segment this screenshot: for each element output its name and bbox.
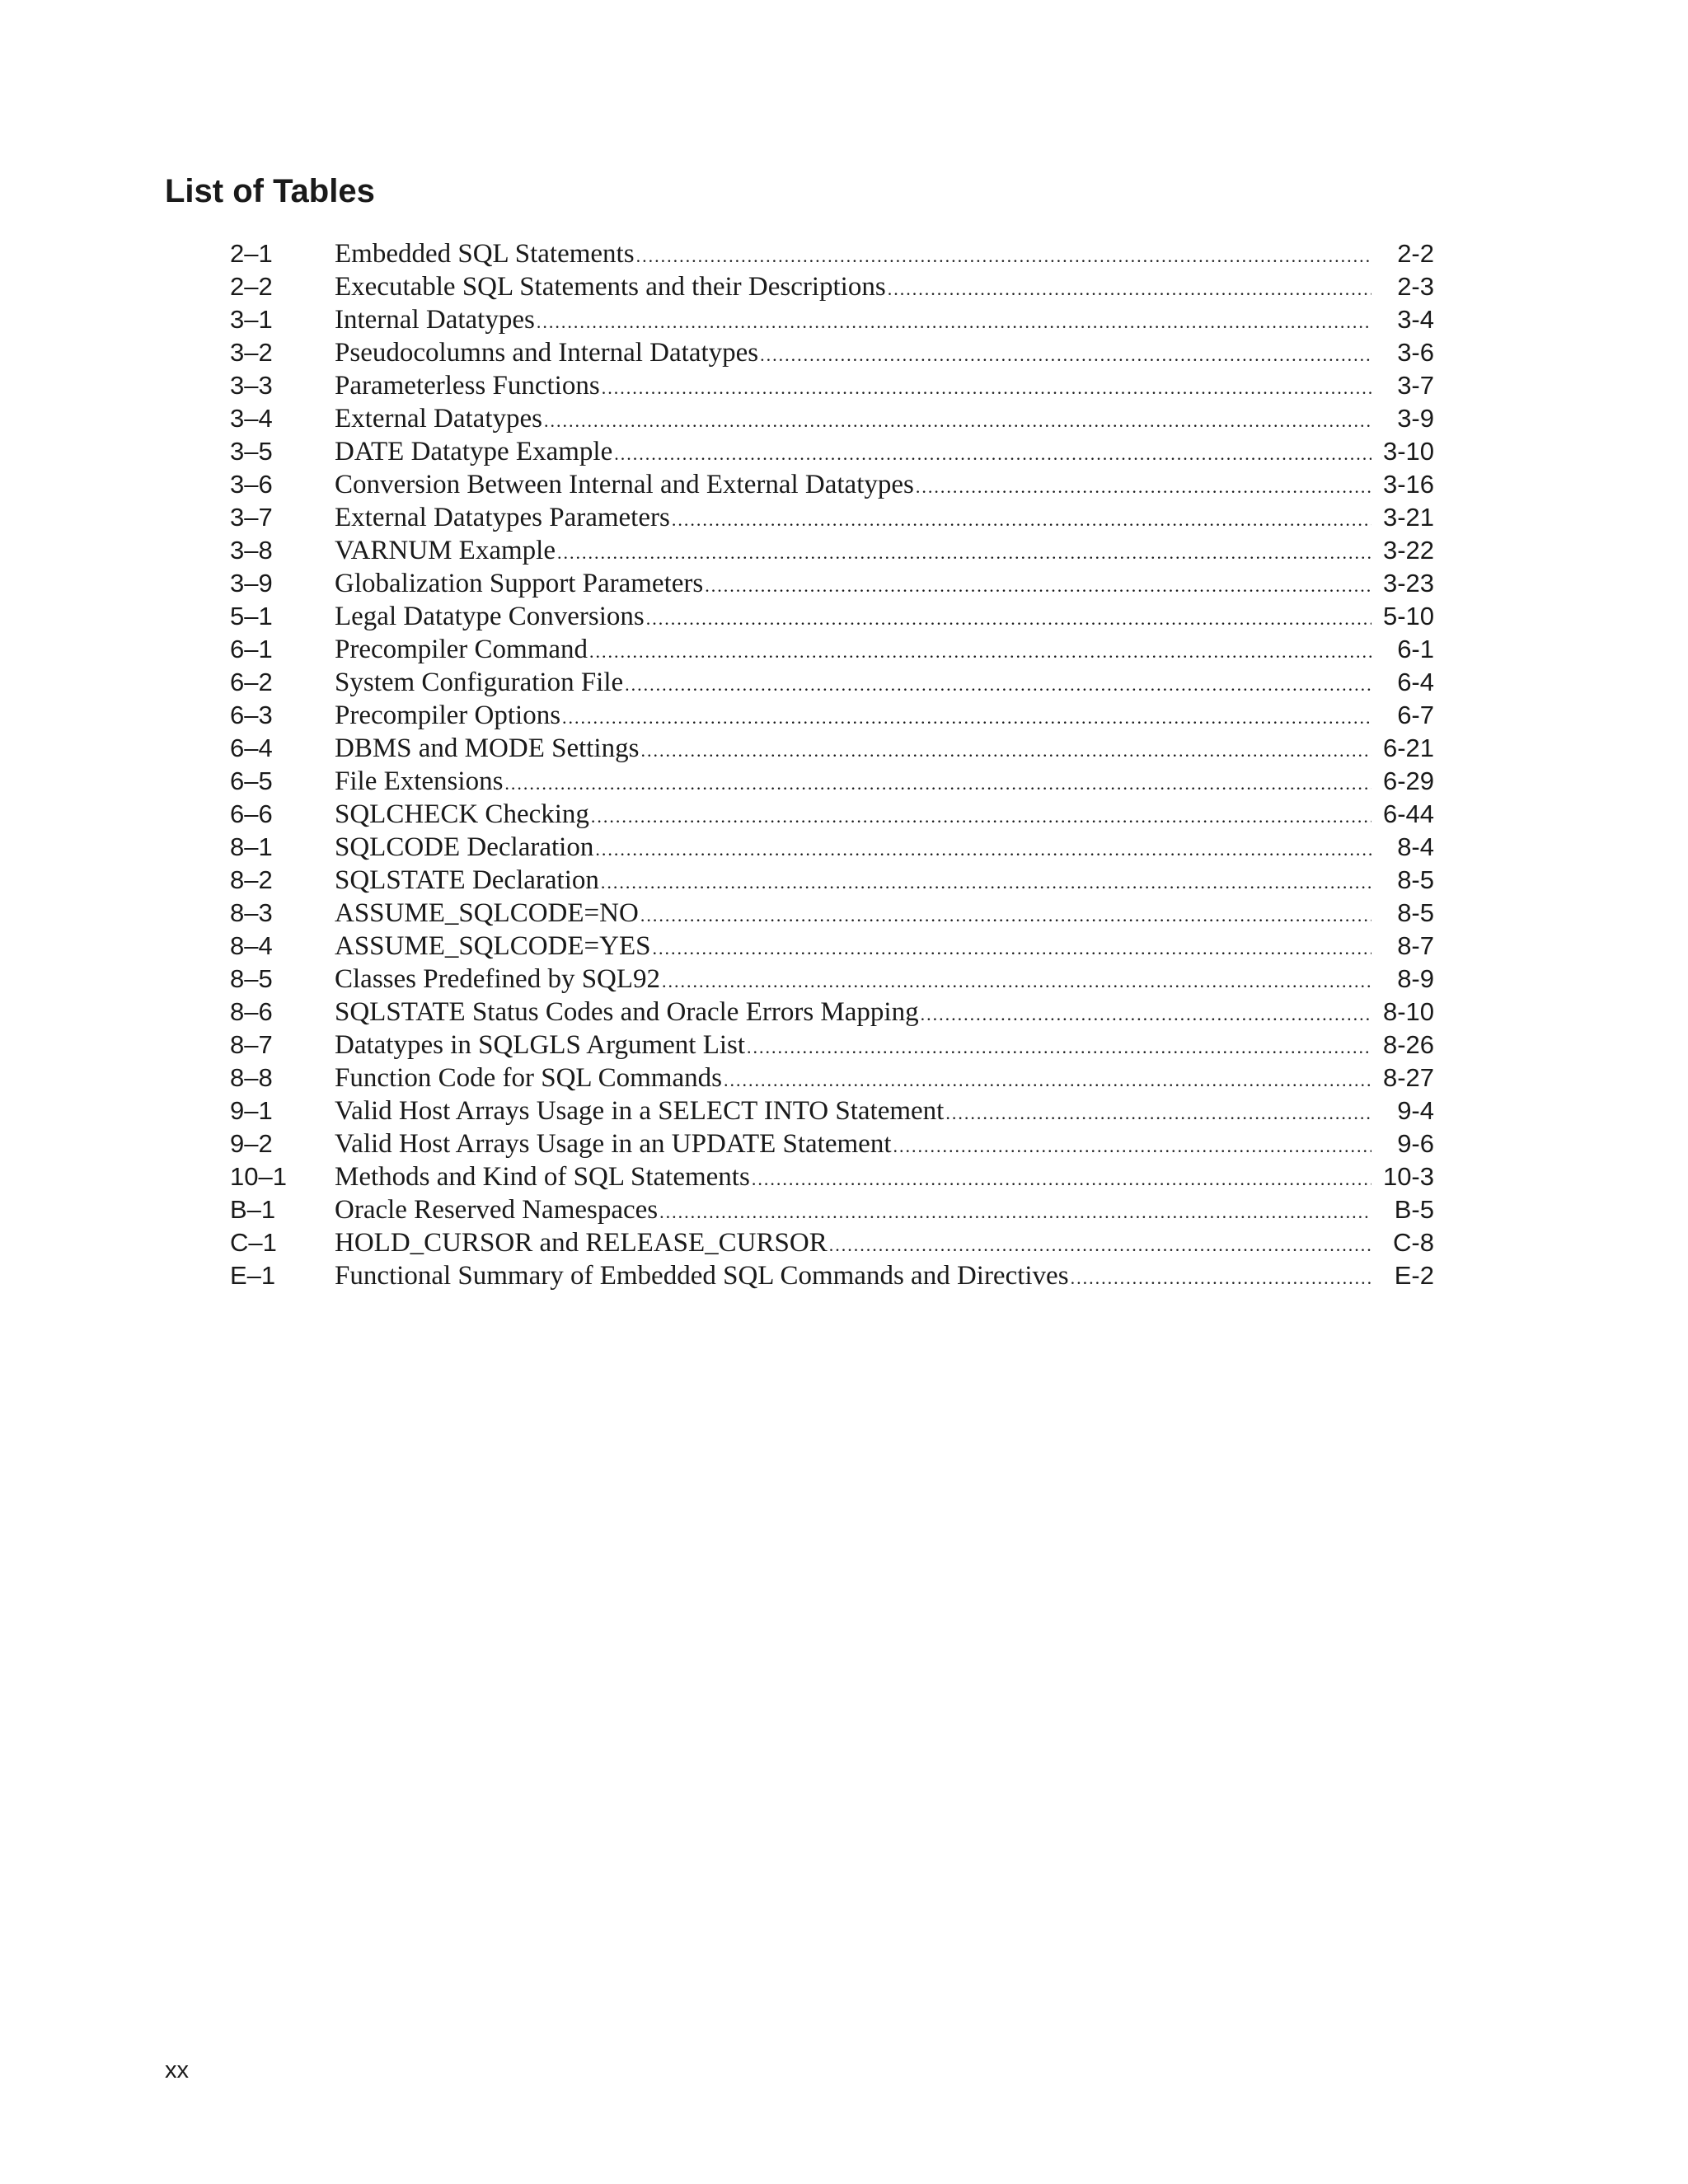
dot-leader xyxy=(640,734,1372,767)
table-entry[interactable] xyxy=(230,1127,1434,1160)
table-number: 3–2 xyxy=(230,338,273,367)
table-title: System Configuration File xyxy=(335,668,624,697)
table-title: File Extensions xyxy=(335,766,504,796)
page-number: 3-7 xyxy=(1397,371,1434,400)
table-title: SQLCHECK Checking xyxy=(335,799,589,829)
table-entry-link[interactable] xyxy=(335,963,1375,998)
page-number: 2-2 xyxy=(1397,239,1434,268)
table-entry-link[interactable] xyxy=(335,1259,1375,1295)
page-number: 2-3 xyxy=(1397,272,1434,301)
table-entry[interactable] xyxy=(230,798,1434,831)
table-title: HOLD_CURSOR and RELEASE_CURSOR xyxy=(335,1228,828,1258)
page-number: E-2 xyxy=(1394,1261,1434,1290)
table-number: 8–1 xyxy=(230,832,273,861)
table-title: Functional Summary of Embedded SQL Commands and Directives xyxy=(335,1261,1069,1291)
table-title: Valid Host Arrays Usage in a SELECT INTO Statement xyxy=(335,1096,945,1126)
table-number: 8–5 xyxy=(230,964,273,993)
page-number: 3-9 xyxy=(1397,404,1434,433)
table-entry-link[interactable] xyxy=(335,897,1375,932)
table-number: C–1 xyxy=(230,1228,277,1257)
page-number: 8-9 xyxy=(1397,964,1434,993)
dot-leader xyxy=(653,932,1372,965)
table-title: ASSUME_SQLCODE=YES xyxy=(335,931,651,961)
table-entry[interactable] xyxy=(230,237,1434,270)
table-title: Parameterless Functions xyxy=(335,371,600,401)
dot-leader xyxy=(601,866,1372,899)
table-entry-link[interactable] xyxy=(335,369,1375,405)
table-title: External Datatypes Parameters xyxy=(335,503,670,532)
page-title: List of Tables xyxy=(165,173,375,209)
dot-leader xyxy=(504,767,1372,800)
table-title: Methods and Kind of SQL Statements xyxy=(335,1162,750,1192)
table-entry[interactable] xyxy=(230,1226,1434,1259)
page-number: 3-10 xyxy=(1382,437,1434,466)
table-number: 2–1 xyxy=(230,239,273,268)
dot-leader xyxy=(537,306,1372,339)
table-entry[interactable] xyxy=(230,369,1434,402)
dot-leader xyxy=(916,471,1372,504)
dot-leader xyxy=(614,438,1372,471)
page-number: 8-5 xyxy=(1397,865,1434,894)
table-entry[interactable] xyxy=(230,666,1434,699)
dot-leader xyxy=(893,1130,1372,1163)
table-number: 8–4 xyxy=(230,931,273,960)
dot-leader xyxy=(557,537,1372,569)
page-number: 3-6 xyxy=(1397,338,1434,367)
table-entry[interactable] xyxy=(230,534,1434,567)
table-number: 3–8 xyxy=(230,536,273,565)
page-number: 6-44 xyxy=(1382,799,1434,828)
table-title: SQLSTATE Declaration xyxy=(335,865,599,895)
dot-leader xyxy=(591,800,1372,833)
table-entry-link[interactable] xyxy=(335,831,1375,866)
table-entry-link[interactable] xyxy=(335,699,1375,734)
table-title: Globalization Support Parameters xyxy=(335,569,704,598)
table-number: 2–2 xyxy=(230,272,273,301)
page-number: 5-10 xyxy=(1382,602,1434,630)
table-entry[interactable] xyxy=(230,963,1434,996)
table-number: 10–1 xyxy=(230,1162,287,1191)
table-number: 6–6 xyxy=(230,799,273,828)
table-entry-link[interactable] xyxy=(335,567,1375,602)
table-entry-link[interactable] xyxy=(335,1226,1375,1262)
table-number: 8–7 xyxy=(230,1030,273,1059)
page-number: 8-5 xyxy=(1397,898,1434,927)
table-title: Precompiler Options xyxy=(335,701,561,730)
table-entry[interactable] xyxy=(230,996,1434,1029)
dot-leader xyxy=(724,1064,1372,1097)
dot-leader xyxy=(760,339,1372,372)
table-title: Legal Datatype Conversions xyxy=(335,602,645,631)
page-number: 8-10 xyxy=(1382,997,1434,1026)
table-title: DBMS and MODE Settings xyxy=(335,733,640,763)
table-title: Precompiler Command xyxy=(335,635,588,664)
table-entry-link[interactable] xyxy=(335,1062,1375,1097)
page-number: 3-21 xyxy=(1382,503,1434,532)
dot-leader xyxy=(829,1229,1372,1262)
table-entry-link[interactable] xyxy=(335,270,1375,306)
dot-leader xyxy=(672,504,1372,537)
dot-leader xyxy=(659,1196,1372,1229)
table-title: DATE Datatype Example xyxy=(335,437,613,466)
table-title: SQLSTATE Status Codes and Oracle Errors Mapping xyxy=(335,997,919,1027)
table-number: 6–2 xyxy=(230,668,273,696)
dot-leader xyxy=(640,899,1372,932)
table-entry-link[interactable] xyxy=(335,402,1375,438)
table-entry[interactable] xyxy=(230,468,1434,501)
table-title: SQLCODE Declaration xyxy=(335,832,594,862)
dot-leader xyxy=(747,1031,1372,1064)
table-title: Executable SQL Statements and their Descriptions xyxy=(335,272,886,302)
page-number: 6-4 xyxy=(1397,668,1434,696)
page-folio: xx xyxy=(165,2057,189,2083)
dot-leader xyxy=(945,1097,1372,1130)
table-entry[interactable] xyxy=(230,1259,1434,1292)
page-number: 6-7 xyxy=(1397,701,1434,729)
table-number: 6–5 xyxy=(230,766,273,795)
table-entry-link[interactable] xyxy=(335,996,1375,1031)
dot-leader xyxy=(705,569,1372,602)
table-entry[interactable] xyxy=(230,501,1434,534)
table-number: 3–3 xyxy=(230,371,273,400)
table-entry-link[interactable] xyxy=(335,468,1375,504)
dot-leader xyxy=(625,668,1372,701)
table-entry[interactable] xyxy=(230,1193,1434,1226)
dot-leader xyxy=(562,701,1372,734)
table-number: 6–1 xyxy=(230,635,273,663)
table-number: 3–4 xyxy=(230,404,273,433)
page-number: 8-27 xyxy=(1382,1063,1434,1092)
table-entry[interactable] xyxy=(230,699,1434,732)
table-entry[interactable] xyxy=(230,303,1434,336)
table-entry[interactable] xyxy=(230,600,1434,633)
page-number: 8-7 xyxy=(1397,931,1434,960)
table-entry[interactable] xyxy=(230,765,1434,798)
table-entry-link[interactable] xyxy=(335,765,1375,800)
table-title: External Datatypes xyxy=(335,404,542,434)
table-entry-link[interactable] xyxy=(335,600,1375,635)
table-entry[interactable] xyxy=(230,567,1434,600)
table-entry-link[interactable] xyxy=(335,336,1375,372)
table-number: 3–9 xyxy=(230,569,273,598)
table-entry-link[interactable] xyxy=(335,864,1375,899)
table-entry-link[interactable] xyxy=(335,237,1375,273)
table-number: 6–4 xyxy=(230,733,273,762)
page-number: 8-4 xyxy=(1397,832,1434,861)
table-number: 3–5 xyxy=(230,437,273,466)
table-entry[interactable] xyxy=(230,633,1434,666)
table-entry-link[interactable] xyxy=(335,435,1375,471)
table-title: Oracle Reserved Namespaces xyxy=(335,1195,659,1225)
table-number: 9–2 xyxy=(230,1129,273,1158)
page-number: 3-16 xyxy=(1382,470,1434,499)
table-title: Classes Predefined by SQL92 xyxy=(335,964,661,994)
table-number: 5–1 xyxy=(230,602,273,630)
table-number: 3–7 xyxy=(230,503,273,532)
table-title: Pseudocolumns and Internal Datatypes xyxy=(335,338,759,368)
table-entry[interactable] xyxy=(230,1029,1434,1062)
table-title: Function Code for SQL Commands xyxy=(335,1063,722,1093)
table-entry[interactable] xyxy=(230,336,1434,369)
dot-leader xyxy=(662,965,1372,998)
table-entry-link[interactable] xyxy=(335,1160,1375,1196)
dot-leader xyxy=(646,602,1372,635)
table-title: VARNUM Example xyxy=(335,536,556,565)
page-number: 3-4 xyxy=(1397,305,1434,334)
list-of-tables xyxy=(230,237,1434,1292)
page-number: 10-3 xyxy=(1382,1162,1434,1191)
table-entry-link[interactable] xyxy=(335,303,1375,339)
table-entry-link[interactable] xyxy=(335,666,1375,701)
table-entry[interactable] xyxy=(230,1160,1434,1193)
table-entry[interactable] xyxy=(230,1062,1434,1094)
table-title: Conversion Between Internal and External Datatypes xyxy=(335,470,914,499)
page-number: 9-4 xyxy=(1397,1096,1434,1125)
table-entry[interactable] xyxy=(230,897,1434,930)
table-entry-link[interactable] xyxy=(335,534,1375,569)
table-number: 8–3 xyxy=(230,898,273,927)
dot-leader xyxy=(602,372,1372,405)
page-number: 8-26 xyxy=(1382,1030,1434,1059)
table-entry[interactable] xyxy=(230,831,1434,864)
table-entry-link[interactable] xyxy=(335,1127,1375,1163)
page-number: B-5 xyxy=(1394,1195,1434,1224)
table-title: Datatypes in SQLGLS Argument List xyxy=(335,1030,746,1060)
table-number: 3–1 xyxy=(230,305,273,334)
table-entry-link[interactable] xyxy=(335,1094,1375,1130)
table-entry[interactable] xyxy=(230,732,1434,765)
dot-leader xyxy=(752,1163,1372,1196)
table-entry-link[interactable] xyxy=(335,1029,1375,1064)
table-entry-link[interactable] xyxy=(335,732,1375,767)
table-title: Internal Datatypes xyxy=(335,305,535,335)
page-number: 3-22 xyxy=(1382,536,1434,565)
table-entry-link[interactable] xyxy=(335,798,1375,833)
page-number: 6-1 xyxy=(1397,635,1434,663)
dot-leader xyxy=(636,240,1372,273)
page-number: 3-23 xyxy=(1382,569,1434,598)
table-number: 8–8 xyxy=(230,1063,273,1092)
table-entry[interactable] xyxy=(230,1094,1434,1127)
dot-leader xyxy=(888,273,1372,306)
table-entry-link[interactable] xyxy=(335,501,1375,537)
table-entry[interactable] xyxy=(230,270,1434,303)
page-number: 9-6 xyxy=(1397,1129,1434,1158)
dot-leader xyxy=(589,635,1372,668)
page-number: 6-21 xyxy=(1382,733,1434,762)
page-number: 6-29 xyxy=(1382,766,1434,795)
table-title: ASSUME_SQLCODE=NO xyxy=(335,898,639,928)
table-entry[interactable] xyxy=(230,930,1434,963)
table-entry[interactable] xyxy=(230,435,1434,468)
table-number: E–1 xyxy=(230,1261,276,1290)
table-number: B–1 xyxy=(230,1195,276,1224)
table-number: 8–6 xyxy=(230,997,273,1026)
table-entry[interactable] xyxy=(230,402,1434,435)
table-number: 6–3 xyxy=(230,701,273,729)
page-number: C-8 xyxy=(1393,1228,1434,1257)
table-number: 9–1 xyxy=(230,1096,273,1125)
table-entry[interactable] xyxy=(230,864,1434,897)
table-entry-link[interactable] xyxy=(335,930,1375,965)
table-number: 3–6 xyxy=(230,470,273,499)
dot-leader xyxy=(921,998,1372,1031)
table-title: Valid Host Arrays Usage in an UPDATE Statement xyxy=(335,1129,892,1159)
table-entry-link[interactable] xyxy=(335,1193,1375,1229)
dot-leader xyxy=(595,833,1372,866)
dot-leader xyxy=(1071,1262,1372,1295)
table-number: 8–2 xyxy=(230,865,273,894)
dot-leader xyxy=(544,405,1372,438)
table-title: Embedded SQL Statements xyxy=(335,239,635,269)
table-entry-link[interactable] xyxy=(335,633,1375,668)
